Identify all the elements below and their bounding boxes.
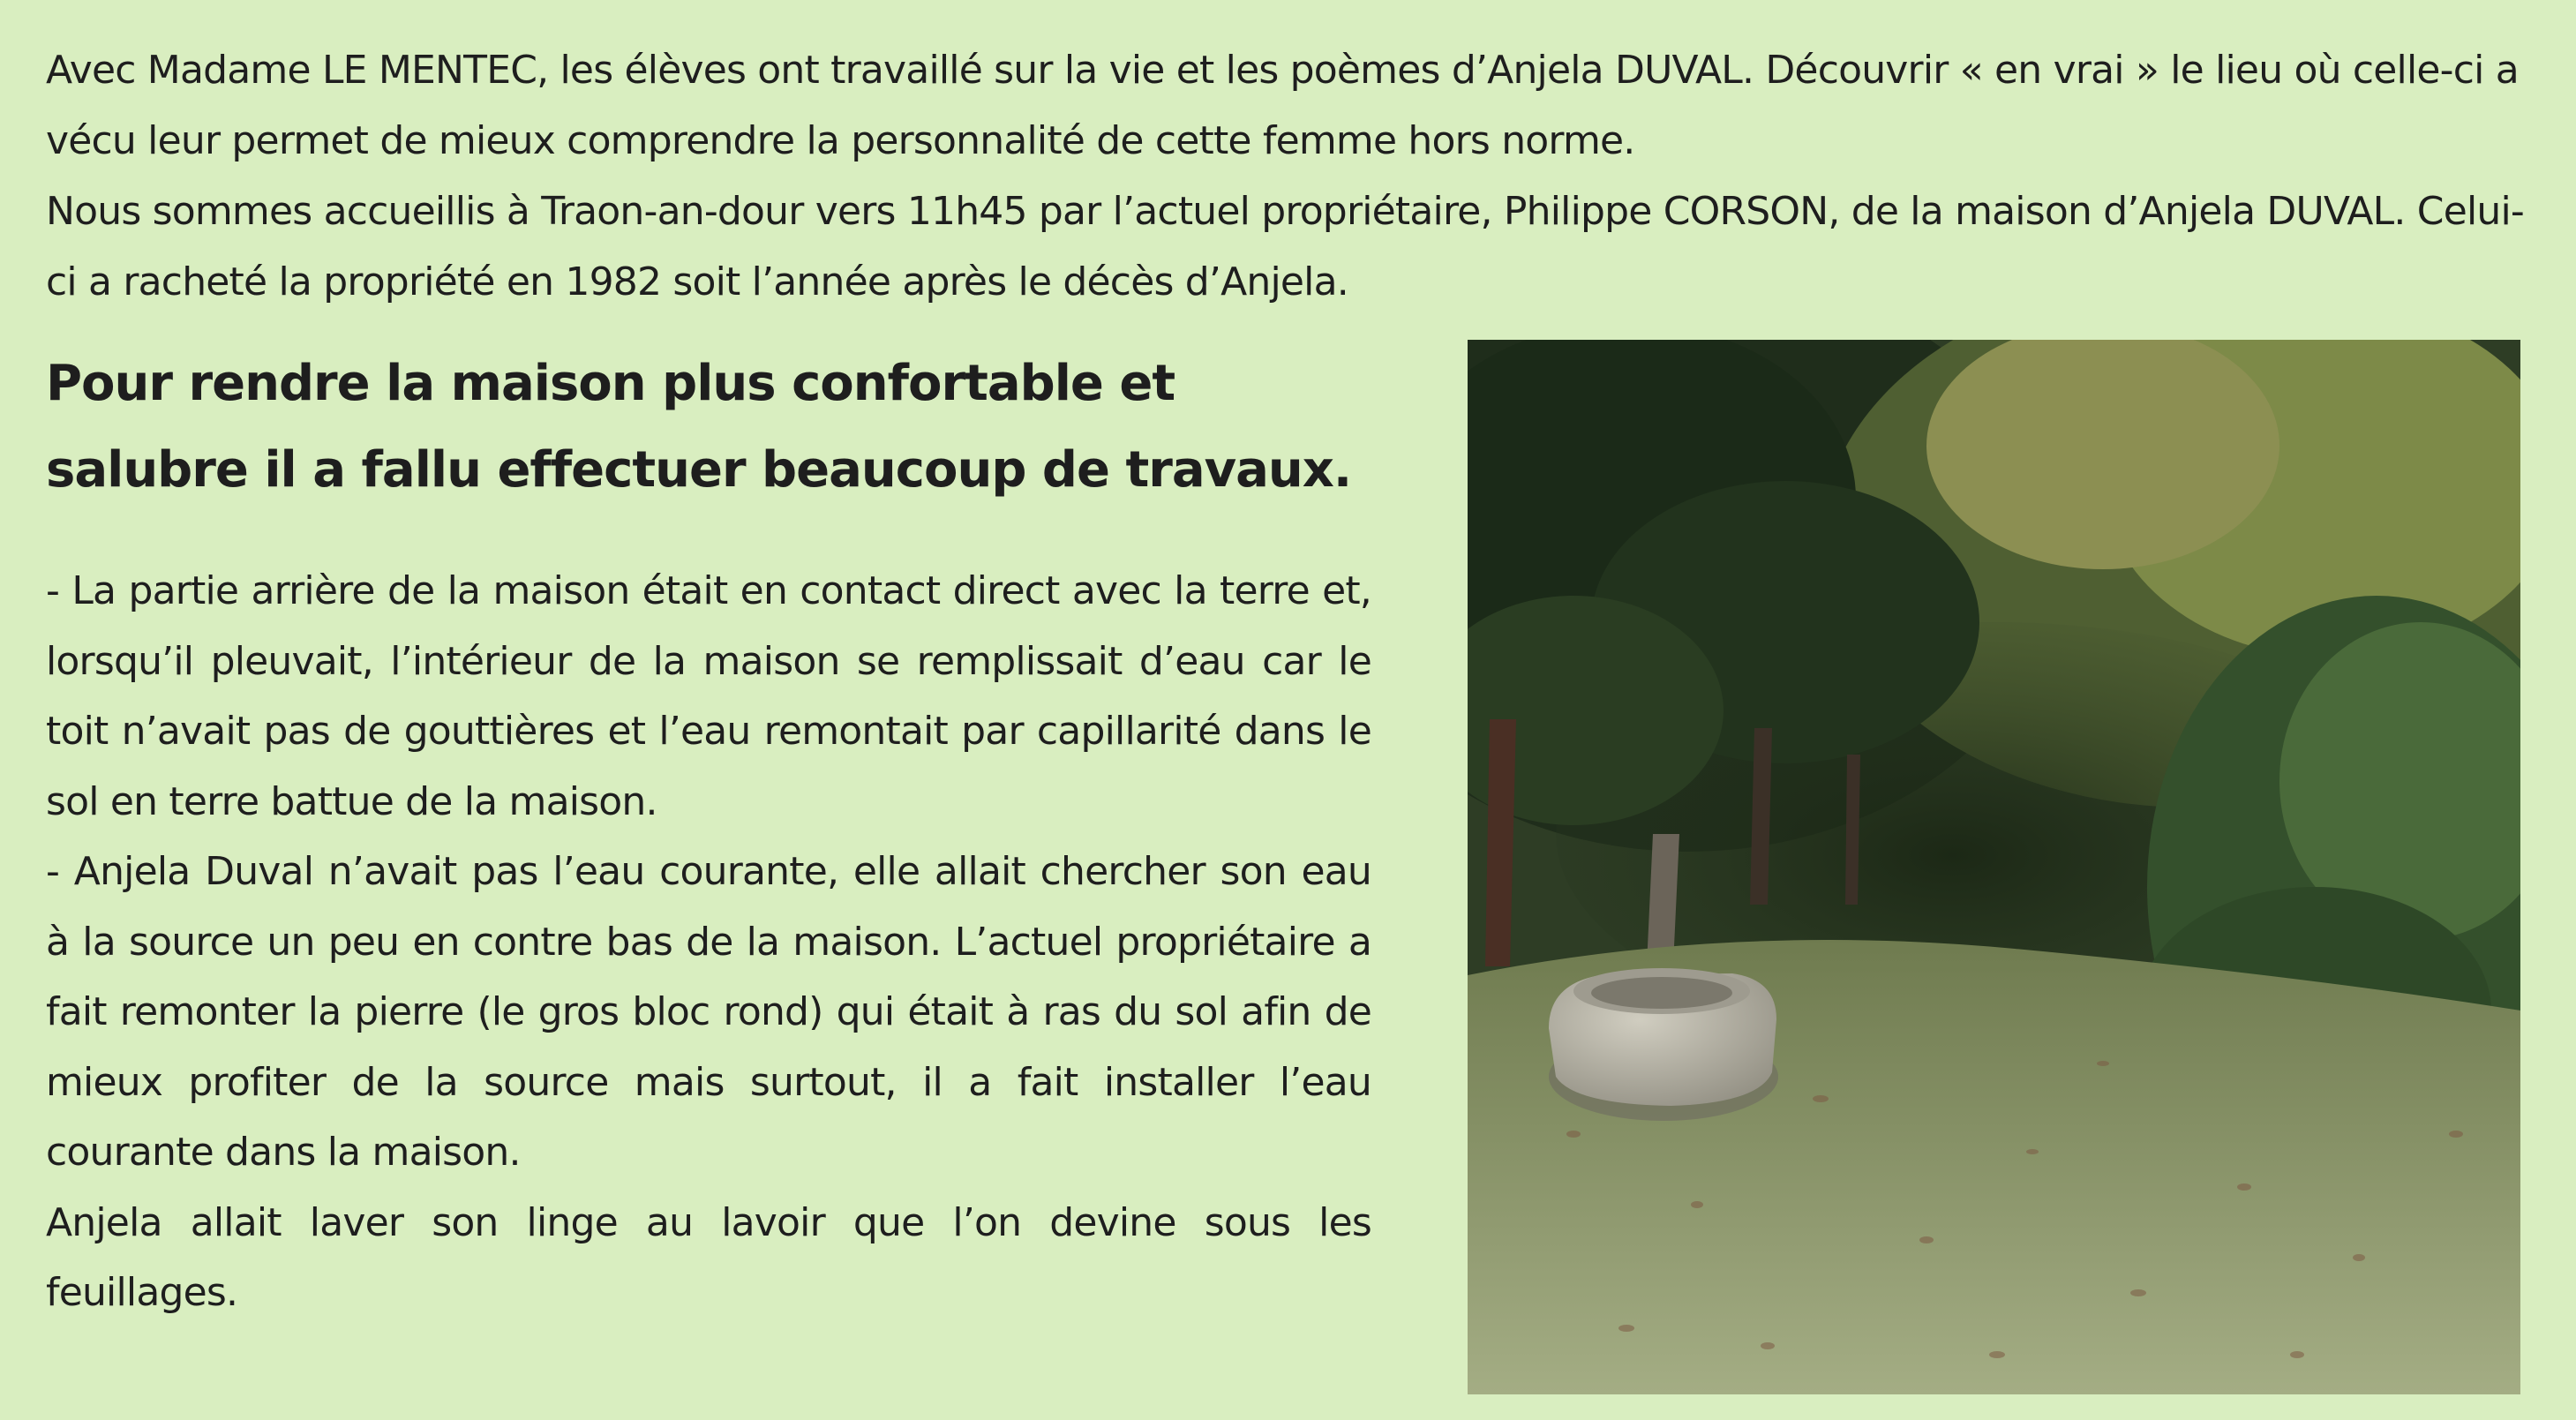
section-heading: Pour rendre la maison plus confortable et salubre il a fallu effectuer beaucoup de travaux. — [46, 355, 1352, 499]
garden-photo-illustration — [1468, 340, 2520, 1394]
body-paragraph-1: - La partie arrière de la maison était en contact direct avec la terre et, lorsqu’il pleuvait, l’intérieur de la maison se remplissait d’eau car le toit n’avait pas de gouttières et l’eau remontait par capillarité dans le sol en terre battue de la maison. — [46, 568, 1371, 824]
garden-photo — [1468, 340, 2520, 1394]
body-paragraph-2: - Anjela Duval n’avait pas l’eau courante, elle allait chercher son eau à la source un peu en contre bas de la maison. L’actuel propriétaire a fait remonter la pierre (le gros bloc rond) qui était à ras du sol afin de mieux profiter de la source mais surtout, il a fait installer l’eau courante dans la maison. — [46, 849, 1371, 1175]
body-text — [46, 556, 1371, 1328]
intro-paragraph-1: Avec Madame LE MENTEC, les élèves ont travaillé sur la vie et les poèmes d’Anjela DUVAL. Découvrir « en vrai » le lieu où celle-ci a vécu leur permet de mieux comprendre la personnalité de cette femme hors norme. — [46, 48, 2519, 163]
intro-paragraph-2: Nous sommes accueillis à Traon-an-dour vers 11h45 par l’actuel propriétaire, Philippe CORSON, de la maison d’Anjela DUVAL. Celui-ci a racheté la propriété en 1982 soit l’année après le décès d’Anjela. — [46, 189, 2524, 304]
body-paragraph-3: Anjela allait laver son linge au lavoir que l’on devine sous les feuillages. — [46, 1199, 1371, 1315]
intro-text — [46, 35, 2535, 318]
